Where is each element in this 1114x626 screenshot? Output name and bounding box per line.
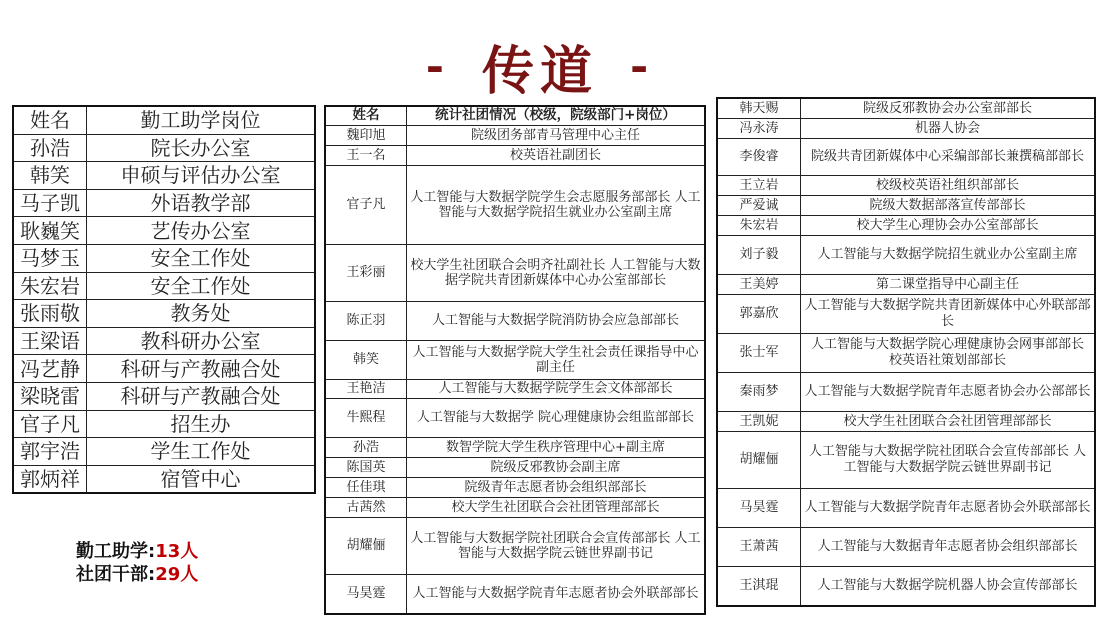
table-row [13,438,315,466]
club-cadre-label: 社团干部: [76,564,156,585]
position-cell: 校英语社副团长 [407,146,706,166]
position-cell: 人工智能与大数据学院青年志愿者协会办公部部长 [801,373,1096,412]
table-row [13,327,315,355]
position-cell: 人工智能与大数据青年志愿者协会组织部部长 [801,528,1096,567]
table-row [717,236,1095,275]
table-row [717,412,1095,432]
name-cell: 马梦玉 [13,244,87,272]
position-cell: 艺传办公室 [87,217,316,245]
name-cell: 任佳琪 [325,478,407,498]
position-cell: 学生工作处 [87,438,316,466]
table-row [717,528,1095,567]
position-cell: 人工智能与大数据学院机器人协会宣传部部长 [801,567,1096,607]
name-cell: 刘子毅 [717,236,801,275]
name-cell: 官子凡 [13,410,87,438]
table-row [325,166,705,245]
position-cell: 校大学生社团联合会明齐社副社长 人工智能与大数据学院共青团新媒体中心办公室部部长 [407,245,706,302]
name-cell: 牛熙程 [325,399,407,438]
position-cell: 院级反邪教协会副主席 [407,458,706,478]
table-header-row [325,106,705,126]
position-cell: 人工智能与大数据学院社团联合会宣传部部长 人工智能与大数据学院云链世界副书记 [801,432,1096,489]
table-row [13,244,315,272]
name-cell: 孙浩 [13,134,87,162]
position-cell: 人工智能与大数据学院招生就业办公室副主席 [801,236,1096,275]
name-cell: 胡耀俪 [325,518,407,575]
table-row [717,334,1095,373]
position-cell: 人工智能与大数据学院大学生社会责任课指导中心副主任 [407,341,706,380]
title-right-dash: - [630,40,655,92]
table-row [325,575,705,615]
table-row [325,302,705,341]
work-study-count: 13人 [155,541,199,562]
work-study-label: 勤工助学: [76,541,156,562]
name-cell: 王彩丽 [325,245,407,302]
club-positions-table [324,105,706,615]
name-cell: 古茜然 [325,498,407,518]
club-positions-table-continued [716,97,1096,607]
name-cell: 韩笑 [325,341,407,380]
table-header-row [13,106,315,134]
position-cell: 数智学院大学生秩序管理中心+副主席 [407,438,706,458]
name-cell: 陈正羽 [325,302,407,341]
table-row [13,410,315,438]
position-cell: 人工智能与大数据学院消防协会应急部部长 [407,302,706,341]
title-text: 传道 [481,40,598,102]
table-row [325,399,705,438]
title-left-dash: - [425,40,450,92]
table-row [717,98,1095,119]
table-row [325,478,705,498]
table-row [717,139,1095,176]
position-cell: 人工智能与大数据学院心理健康协会网事部部长 校英语社策划部部长 [801,334,1096,373]
work-study-positions-table [12,105,316,494]
name-cell: 陈国英 [325,458,407,478]
table-row [13,465,315,493]
name-cell: 孙浩 [325,438,407,458]
table-row [325,146,705,166]
table-row [717,489,1095,528]
name-cell: 朱宏岩 [717,216,801,236]
table-row [13,382,315,410]
position-cell: 院级反邪教协会办公室部部长 [801,98,1096,119]
position-cell: 人工智能与大数据学院学生会文体部部长 [407,380,706,399]
position-cell: 人工智能与大数据学 院心理健康协会组监部部长 [407,399,706,438]
position-cell: 科研与产教融合处 [87,355,316,383]
name-cell: 梁晓雷 [13,382,87,410]
table-row [325,518,705,575]
position-cell: 院级大数据部落宣传部部长 [801,196,1096,216]
name-cell: 王立岩 [717,176,801,196]
table-row [717,196,1095,216]
position-cell: 招生办 [87,410,316,438]
table-row [717,176,1095,196]
position-cell: 第二课堂指导中心副主任 [801,275,1096,295]
position-cell: 外语教学部 [87,189,316,217]
table-row [717,295,1095,334]
table-row [717,275,1095,295]
name-cell: 王凯妮 [717,412,801,432]
table-row [325,498,705,518]
name-cell: 张士军 [717,334,801,373]
table-row [325,245,705,302]
name-cell: 郭宇浩 [13,438,87,466]
table-row [717,119,1095,139]
name-cell: 王一名 [325,146,407,166]
position-cell: 人工智能与大数据学院共青团新媒体中心外联部部长 [801,295,1096,334]
table-row [325,341,705,380]
position-cell: 安全工作处 [87,272,316,300]
name-cell: 朱宏岩 [13,272,87,300]
table-row [13,189,315,217]
position-cell: 校级校英语社组织部部长 [801,176,1096,196]
position-cell: 校大学生心理协会办公室部部长 [801,216,1096,236]
column-header: 勤工助学岗位 [87,106,316,134]
position-cell: 人工智能与大数据学院学生会志愿服务部部长 人工智能与大数据学院招生就业办公室副主席 [407,166,706,245]
table-row [325,380,705,399]
column-header: 统计社团情况（校级，院级部门+岗位） [407,106,706,126]
name-cell: 魏印旭 [325,126,407,146]
position-cell: 科研与产教融合处 [87,382,316,410]
table-row [717,216,1095,236]
club-cadre-count: 29人 [155,564,199,585]
position-cell: 机器人协会 [801,119,1096,139]
table-row [13,134,315,162]
name-cell: 马子凯 [13,189,87,217]
work-study-summary [76,540,198,563]
name-cell: 王梁语 [13,327,87,355]
table-row [325,438,705,458]
table-row [13,217,315,245]
name-cell: 王淇琨 [717,567,801,607]
name-cell: 冯艺静 [13,355,87,383]
column-header: 姓名 [13,106,87,134]
name-cell: 韩笑 [13,162,87,190]
position-cell: 教科研办公室 [87,327,316,355]
table-row [13,162,315,190]
position-cell: 人工智能与大数据学院社团联合会宣传部部长 人工智能与大数据学院云链世界副书记 [407,518,706,575]
name-cell: 郭嘉欣 [717,295,801,334]
summary-stats [76,540,198,586]
table-row [717,432,1095,489]
page-title [390,30,690,102]
name-cell: 马昊霆 [717,489,801,528]
position-cell: 校大学生社团联合会社团管理部部长 [801,412,1096,432]
table-row [717,567,1095,607]
position-cell: 教务处 [87,300,316,328]
name-cell: 李俊睿 [717,139,801,176]
name-cell: 韩天赐 [717,98,801,119]
name-cell: 秦雨梦 [717,373,801,412]
name-cell: 郭炳祥 [13,465,87,493]
name-cell: 王美婷 [717,275,801,295]
position-cell: 院级共青团新媒体中心采编部部长兼撰稿部部长 [801,139,1096,176]
position-cell: 人工智能与大数据学院青年志愿者协会外联部部长 [407,575,706,615]
table-row [13,300,315,328]
name-cell: 张雨敬 [13,300,87,328]
name-cell: 严爱诚 [717,196,801,216]
position-cell: 校大学生社团联合会社团管理部部长 [407,498,706,518]
name-cell: 胡耀俪 [717,432,801,489]
position-cell: 院级团务部青马管理中心主任 [407,126,706,146]
position-cell: 院长办公室 [87,134,316,162]
name-cell: 王萧茜 [717,528,801,567]
table-row [325,126,705,146]
position-cell: 宿管中心 [87,465,316,493]
position-cell: 申硕与评估办公室 [87,162,316,190]
position-cell: 安全工作处 [87,244,316,272]
name-cell: 耿巍笑 [13,217,87,245]
position-cell: 院级青年志愿者协会组织部部长 [407,478,706,498]
table-row [717,373,1095,412]
club-cadre-summary [76,563,198,586]
column-header: 姓名 [325,106,407,126]
position-cell: 人工智能与大数据学院青年志愿者协会外联部部长 [801,489,1096,528]
name-cell: 王艳洁 [325,380,407,399]
name-cell: 马昊霆 [325,575,407,615]
name-cell: 官子凡 [325,166,407,245]
table-row [13,355,315,383]
table-row [13,272,315,300]
table-row [325,458,705,478]
name-cell: 冯永涛 [717,119,801,139]
